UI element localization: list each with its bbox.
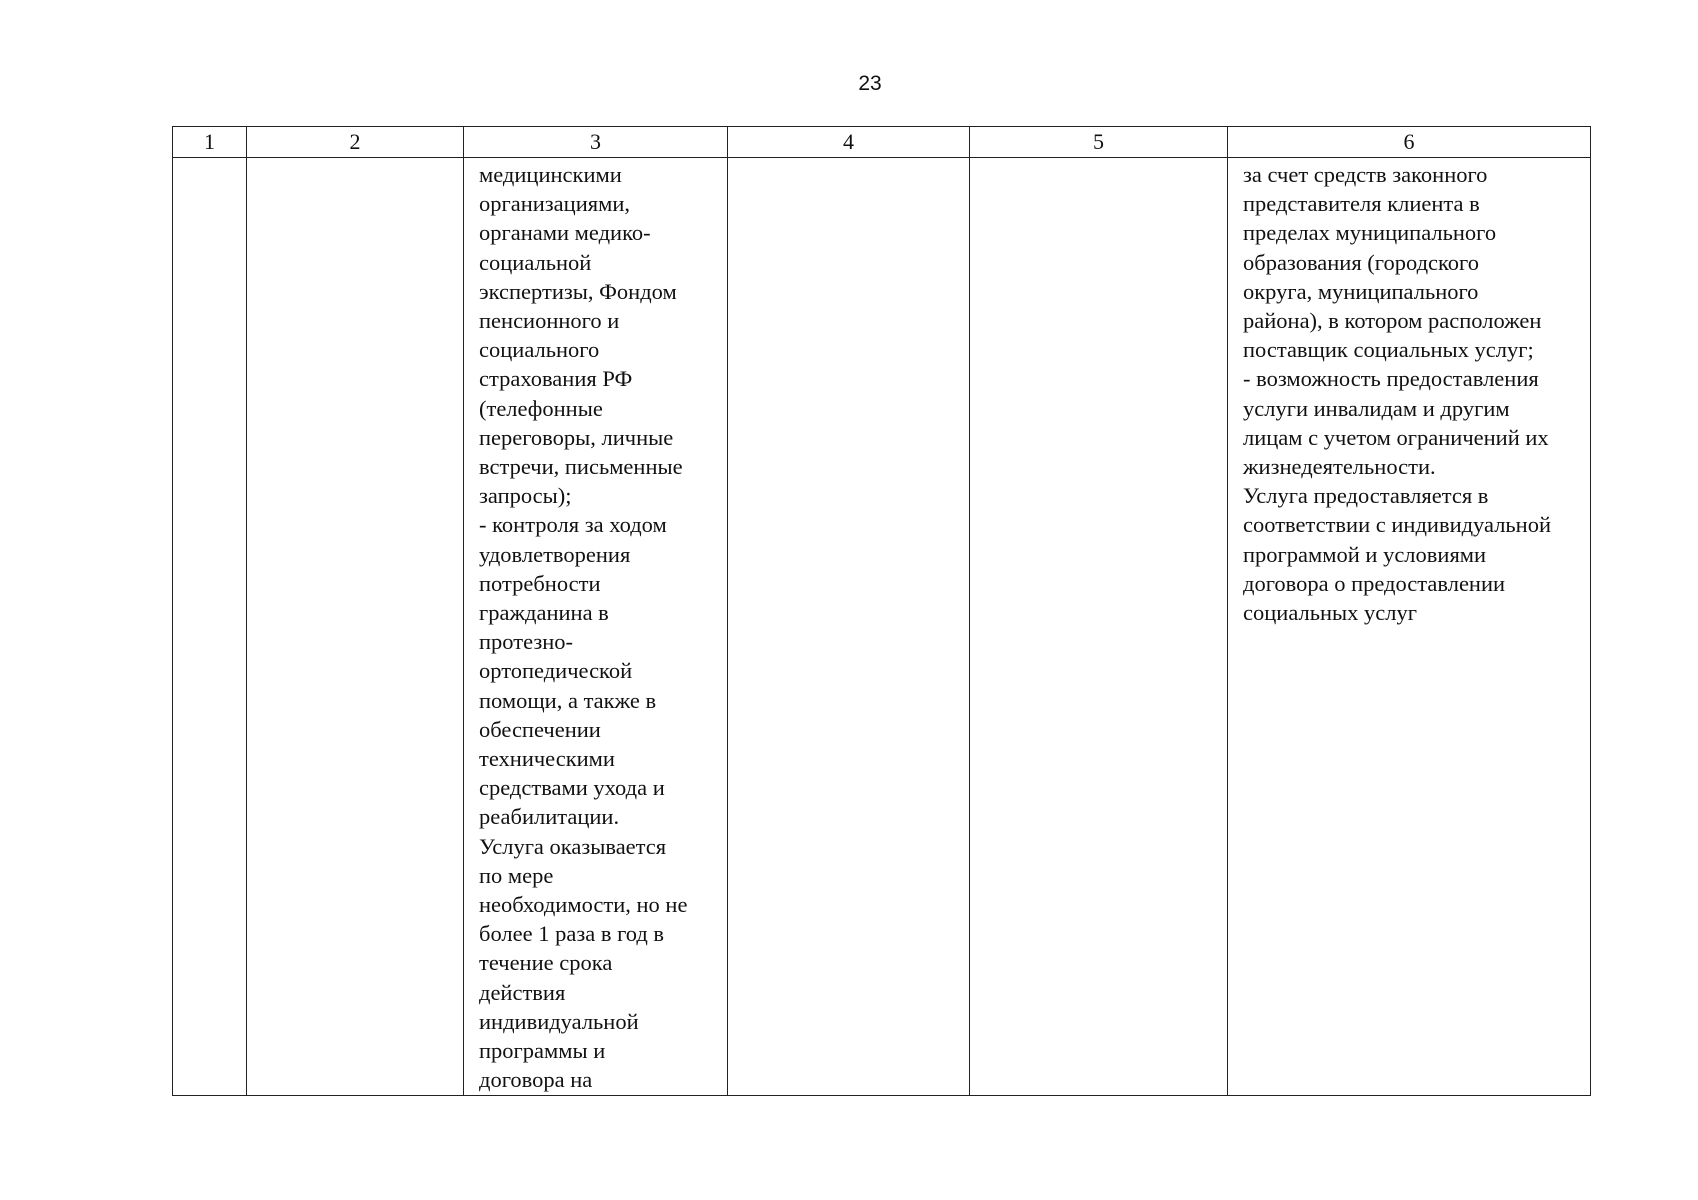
column-header-6: 6 <box>1228 127 1591 158</box>
document-table <box>172 126 1591 1096</box>
table-row <box>173 158 1591 1096</box>
cell-col-4-text <box>728 158 969 160</box>
cell-col-3-text: медицинскими организациями, органами медико- социальной экспертизы, Фондом пенсионного и социального страхования РФ (телефонные переговоры, личные встречи, письменные запросы); - контроля за ходом удовлетворения потребности гражданина в протезно- ортопедической помощи, а также в обеспечении техническими средствами ухода и реабилитации. Услуга оказывается по мере необходимости, но не более 1 раза в год в течение срока действия индивидуальной программы и договора на <box>479 162 688 1093</box>
column-header-1: 1 <box>173 127 247 158</box>
page-number: 23 <box>858 72 882 95</box>
cell-col-2 <box>247 158 464 1096</box>
cell-col-6-text: за счет средств законного представителя клиента в пределах муниципального образования (городского округа, муниципального района), в котором расположен поставщик социальных услуг; - возможность предоставления услуги инвалидам и другим лицам с учетом ограничений их жизнедеятельности. Услуга предоставляется в соответствии с индивидуальной программой и условиями договора о предоставлении социальных услуг <box>1243 162 1552 626</box>
cell-col-1 <box>173 158 247 1096</box>
table-header-row <box>173 127 1591 158</box>
cell-col-2-text <box>247 158 463 160</box>
cell-col-3 <box>464 158 728 1096</box>
column-header-5: 5 <box>970 127 1228 158</box>
cell-col-1-text <box>173 158 246 160</box>
cell-col-6 <box>1228 158 1591 1096</box>
column-header-3: 3 <box>464 127 728 158</box>
column-header-2: 2 <box>247 127 464 158</box>
column-header-4: 4 <box>728 127 970 158</box>
cell-col-4 <box>728 158 970 1096</box>
cell-col-5 <box>970 158 1228 1096</box>
cell-col-5-text <box>970 158 1227 160</box>
